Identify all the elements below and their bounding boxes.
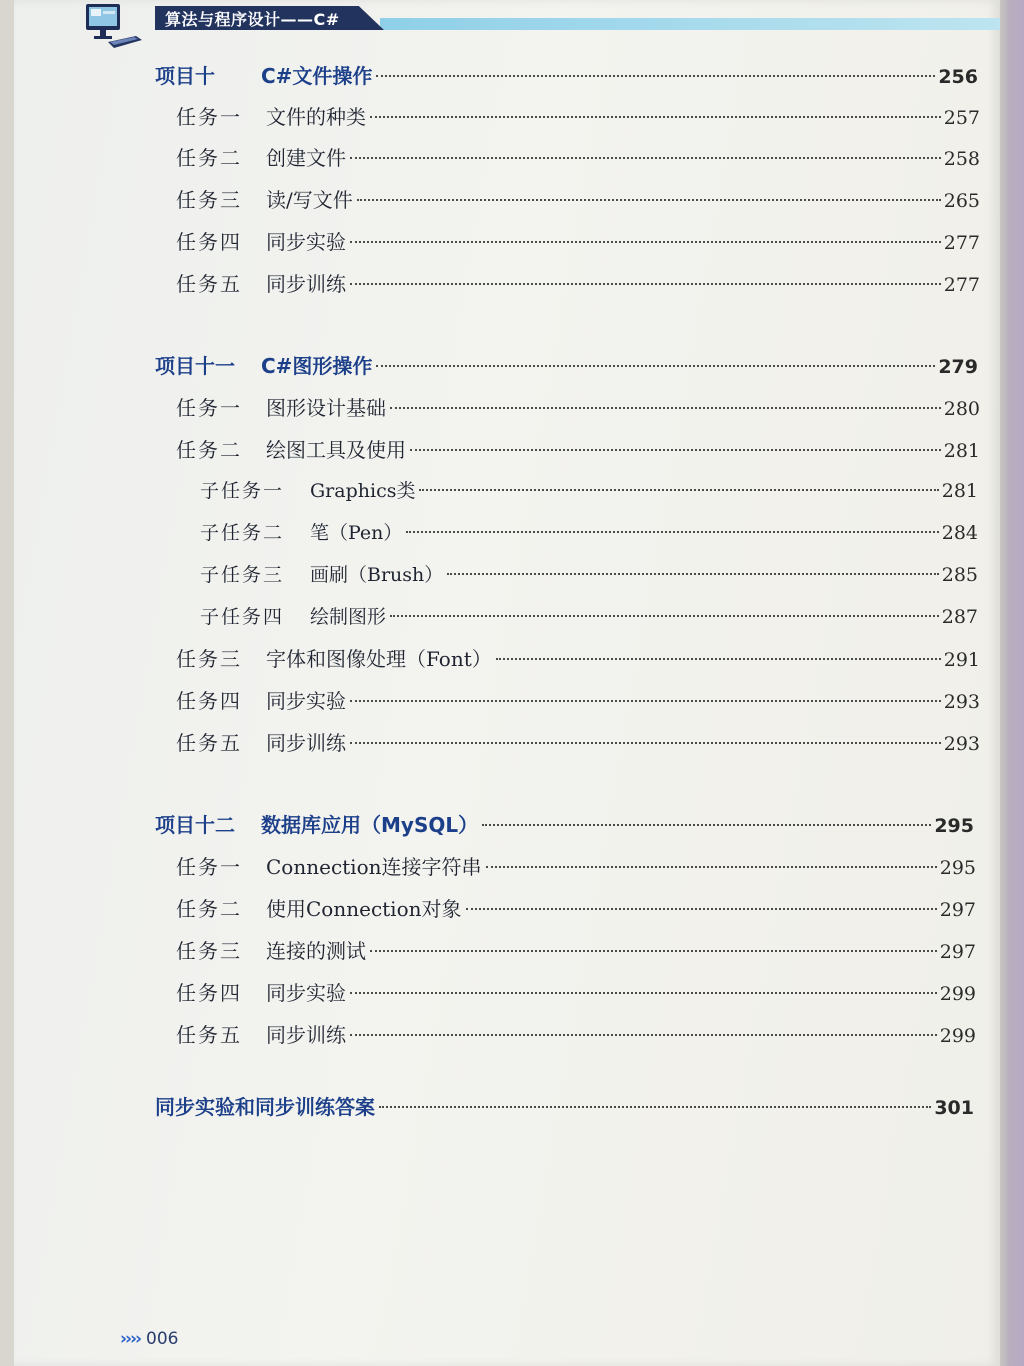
dot-leader — [370, 116, 941, 118]
toc-entry-label — [176, 434, 406, 463]
toc-entry-label — [155, 350, 372, 379]
toc-entry-label — [176, 142, 346, 171]
toc-entry-number: 项目十二 — [155, 813, 235, 837]
toc-entry-title: 同步训练 — [266, 1023, 346, 1047]
toc-entry-title: 同步实验和同步训练答案 — [155, 1095, 375, 1119]
toc-entry-title: 绘制图形 — [310, 606, 387, 628]
toc-entry-number: 任务一 — [176, 105, 242, 129]
toc-entry-number: 任务二 — [176, 897, 242, 921]
toc-entry-number: 子任务四 — [200, 606, 285, 628]
toc-entry-number: 任务二 — [176, 146, 242, 170]
toc-entry-number: 子任务二 — [200, 522, 285, 544]
toc-task-entry — [176, 142, 980, 171]
header-stripe — [380, 18, 1000, 30]
toc-task-entry — [176, 893, 976, 922]
dot-leader — [379, 1106, 931, 1108]
dot-leader — [406, 531, 938, 533]
dot-leader — [390, 615, 939, 617]
toc-task-entry — [176, 226, 980, 255]
toc-task-entry — [176, 935, 976, 964]
toc-task-entry — [176, 1019, 976, 1048]
dot-leader — [350, 700, 941, 702]
dot-leader — [350, 992, 937, 994]
toc-entry-number: 任务四 — [176, 230, 242, 254]
dot-leader — [390, 407, 941, 409]
dot-leader — [350, 742, 941, 744]
toc-entry-number: 子任务三 — [200, 564, 285, 586]
toc-page-number: 299 — [939, 1025, 976, 1047]
toc-subtask-entry — [200, 518, 978, 545]
toc-page-number: 293 — [943, 691, 980, 713]
toc-entry-label — [155, 809, 478, 838]
toc-entry-label — [200, 602, 386, 629]
toc-entry-title: 连接的测试 — [266, 939, 366, 963]
toc-entry-label — [200, 560, 443, 587]
toc-entry-label — [200, 518, 402, 545]
toc-page-number: 285 — [941, 564, 978, 586]
toc-entry-title: Connection连接字符串 — [266, 855, 482, 879]
toc-entry-title: 数据库应用（MySQL） — [261, 813, 479, 837]
toc-task-entry — [176, 727, 980, 756]
toc-entry-number: 任务五 — [176, 272, 242, 296]
toc-entry-title: 画刷（Brush） — [310, 564, 444, 586]
dot-leader — [357, 199, 941, 201]
toc-task-entry — [176, 268, 980, 297]
toc-page-number: 301 — [934, 1097, 974, 1119]
toc-entry-number: 子任务一 — [200, 480, 285, 502]
toc-entry-title: Graphics类 — [310, 480, 416, 502]
toc-entry-title: 图形设计基础 — [266, 396, 386, 420]
toc-entry-title: 文件的种类 — [266, 105, 366, 129]
toc-page-number: 297 — [939, 899, 976, 921]
dot-leader — [496, 658, 941, 660]
toc-subtask-entry — [200, 476, 978, 503]
toc-entry-title: 绘图工具及使用 — [266, 438, 406, 462]
toc-entry-title: C#文件操作 — [261, 64, 373, 88]
page-number: 006 — [146, 1329, 179, 1349]
toc-entry-label — [176, 851, 482, 880]
toc-entry-title: 同步实验 — [266, 230, 346, 254]
computer-icon — [84, 2, 144, 50]
toc-entry-label — [176, 1019, 346, 1048]
toc-task-entry — [176, 851, 976, 880]
toc-entry-title: 同步实验 — [266, 689, 346, 713]
toc-entry-label — [176, 935, 366, 964]
toc-entry-number: 任务一 — [176, 855, 242, 879]
dot-leader — [447, 573, 938, 575]
toc-task-entry — [176, 685, 980, 714]
dot-leader — [482, 824, 931, 826]
toc-entry-label — [176, 101, 366, 130]
toc-entry-label — [176, 727, 346, 756]
dot-leader — [410, 449, 941, 451]
dot-leader — [350, 283, 941, 285]
dot-leader — [376, 365, 935, 367]
toc-entry-label — [155, 1091, 375, 1120]
toc-entry-label — [176, 893, 462, 922]
toc-page-number: 280 — [943, 398, 980, 420]
toc-entry-number: 任务四 — [176, 689, 242, 713]
toc-task-entry — [176, 434, 980, 463]
toc-subtask-entry — [200, 560, 978, 587]
toc-page-number: 281 — [941, 480, 978, 502]
toc-page-number: 295 — [934, 815, 974, 837]
toc-project-entry — [155, 809, 974, 838]
toc-entry-title: 笔（Pen） — [310, 522, 403, 544]
toc-entry-title: 同步训练 — [266, 731, 346, 755]
toc-page-number: 256 — [938, 66, 978, 88]
toc-entry-label — [155, 60, 372, 89]
toc-page-number: 277 — [943, 274, 980, 296]
toc-page-number: 284 — [941, 522, 978, 544]
toc-entry-title: 读/写文件 — [266, 188, 353, 212]
toc-entry-label — [176, 685, 346, 714]
dot-leader — [376, 75, 935, 77]
toc-page-number: 281 — [943, 440, 980, 462]
toc-project-entry — [155, 350, 978, 379]
toc-project-entry — [155, 1091, 974, 1120]
toc-page-number: 257 — [943, 107, 980, 129]
dot-leader — [350, 157, 941, 159]
chevron-icon: ›››› — [120, 1329, 141, 1349]
toc-entry-number: 任务一 — [176, 396, 242, 420]
toc-entry-number: 任务三 — [176, 188, 242, 212]
toc-page-number: 293 — [943, 733, 980, 755]
toc-page-number: 287 — [941, 606, 978, 628]
dot-leader — [486, 866, 937, 868]
toc-task-entry — [176, 101, 980, 130]
toc-page-number: 295 — [939, 857, 976, 879]
dot-leader — [419, 489, 938, 491]
toc-task-entry — [176, 392, 980, 421]
toc-entry-number: 任务三 — [176, 939, 242, 963]
toc-task-entry — [176, 184, 980, 213]
book-edge — [1000, 0, 1024, 1366]
toc-entry-label — [176, 643, 492, 672]
page-footer — [120, 1329, 178, 1349]
toc-entry-label — [176, 226, 346, 255]
toc-entry-number: 任务五 — [176, 731, 242, 755]
running-header-title: 算法与程序设计——C# — [165, 10, 340, 29]
toc-page-number: 258 — [943, 148, 980, 170]
toc-entry-title: C#图形操作 — [261, 354, 373, 378]
toc-project-entry — [155, 60, 978, 89]
toc-page-number: 279 — [938, 356, 978, 378]
toc-entry-number: 任务三 — [176, 647, 242, 671]
toc-entry-label — [176, 392, 386, 421]
toc-page-number: 265 — [943, 190, 980, 212]
toc-entry-number: 任务五 — [176, 1023, 242, 1047]
dot-leader — [370, 950, 937, 952]
toc-entry-title: 同步训练 — [266, 272, 346, 296]
dot-leader — [350, 241, 941, 243]
toc-entry-title: 创建文件 — [266, 146, 346, 170]
toc-entry-number: 项目十一 — [155, 354, 235, 378]
toc-task-entry — [176, 643, 980, 672]
toc-entry-title: 字体和图像处理（Font） — [266, 647, 492, 671]
toc-entry-label — [176, 184, 353, 213]
toc-entry-label — [176, 977, 346, 1006]
toc-entry-number: 项目十 — [155, 64, 215, 88]
toc-page-number: 291 — [943, 649, 980, 671]
toc-task-entry — [176, 977, 976, 1006]
toc-page-number: 299 — [939, 983, 976, 1005]
toc-entry-label — [200, 476, 415, 503]
toc-subtask-entry — [200, 602, 978, 629]
dot-leader — [466, 908, 937, 910]
toc-page-number: 277 — [943, 232, 980, 254]
toc-entry-title: 同步实验 — [266, 981, 346, 1005]
toc-entry-number: 任务二 — [176, 438, 242, 462]
toc-entry-number: 任务四 — [176, 981, 242, 1005]
toc-entry-label — [176, 268, 346, 297]
toc-page-number: 297 — [939, 941, 976, 963]
dot-leader — [350, 1034, 937, 1036]
toc-entry-title: 使用Connection对象 — [266, 897, 462, 921]
